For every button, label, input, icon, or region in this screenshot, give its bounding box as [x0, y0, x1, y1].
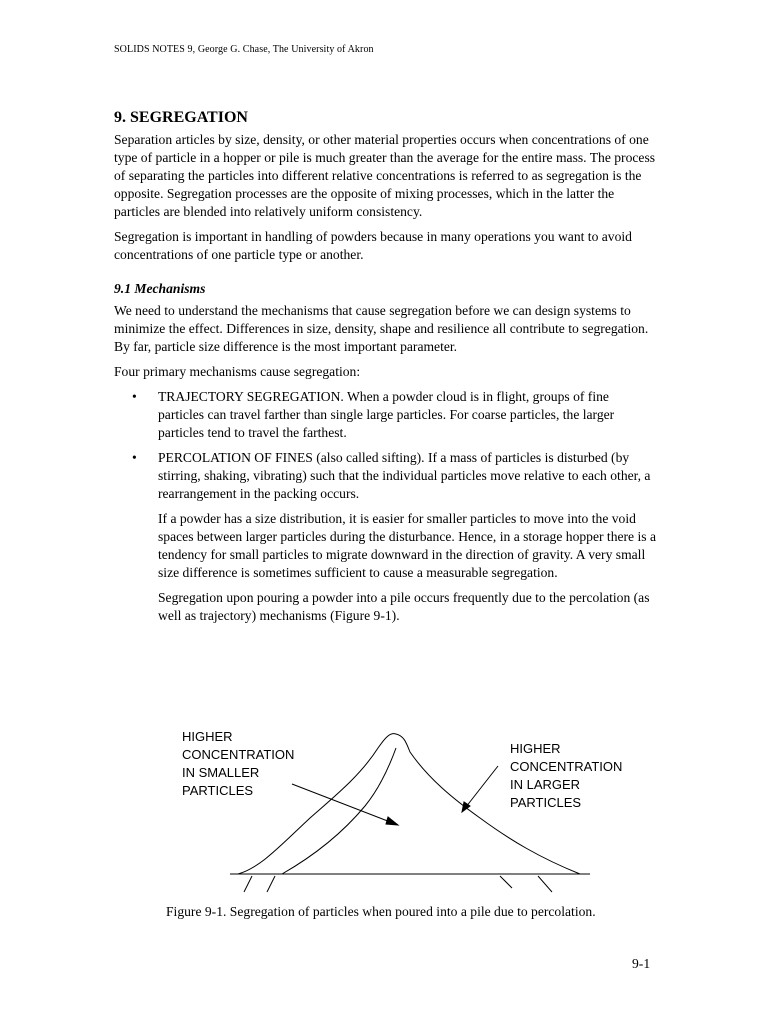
- page-number: 9-1: [632, 956, 651, 971]
- mechanism-list: [114, 388, 658, 503]
- figure-caption: Figure 9-1. Segregation of particles when poured into a pile due to percolation.: [166, 904, 596, 919]
- bullet-icon: •: [132, 389, 137, 404]
- list-item: [114, 449, 658, 503]
- indented-paragraph: Segregation upon pouring a powder into a pile occurs frequently due to the percolation (as well as trajectory) mechanisms (Figure 9-1).: [158, 590, 650, 623]
- list-item-text: TRAJECTORY SEGREGATION. When a powder cloud is in flight, groups of fine particles can travel farther than single large particles. For coarse particles, the larger particles tend to travel the farthest.: [158, 389, 615, 440]
- bullet-icon: •: [132, 450, 137, 465]
- section-paragraph: Segregation is important in handling of powders because in many operations you want to avoid concentrations of one particle type or another.: [114, 229, 632, 262]
- main-content: [114, 108, 658, 632]
- segregation-boundary: [282, 748, 396, 874]
- section-paragraph: Separation articles by size, density, or other material properties occurs when concentrations of one type of particle in a hopper or pile is much greater than the average for the entire mass. The process of separating the particles into different relative concentrations is referred to as segregation is the opposite. Segregation processes are the opposite of mixing processes, which in the latter the particles are blended into relatively uniform consistency.: [114, 132, 656, 219]
- leader-arrows: [292, 766, 498, 825]
- subsection-title: 9.1 Mechanisms: [114, 281, 206, 296]
- ground-hatch: [244, 876, 552, 892]
- list-item-text: PERCOLATION OF FINES (also called sifting). If a mass of particles is disturbed (by stirring, shaking, vibrating) such that the individual particles move relative to each other, a rearrangement in the packing occurs.: [158, 450, 651, 501]
- indented-paragraph: If a powder has a size distribution, it is easier for smaller particles to move into the void spaces between larger particles during the disturbance. Hence, in a storage hopper there is a tendency for small particles to migrate downward in the direction of gravity. A very small size difference is sometimes sufficient to cause a measurable segregation.: [158, 511, 656, 580]
- list-intro: Four primary mechanisms cause segregation:: [114, 364, 361, 379]
- running-header: SOLIDS NOTES 9, George G. Chase, The University of Akron: [114, 44, 374, 55]
- subsection-intro: We need to understand the mechanisms that cause segregation before we can design systems to minimize the effect. Differences in size, density, shape and resilience all contribute to segregation. By far, particle size difference is the most important parameter.: [114, 303, 649, 354]
- figure-label-larger-particles: HIGHER CONCENTRATION IN LARGER PARTICLES: [510, 741, 623, 810]
- list-item: [114, 388, 658, 442]
- pile-figure: [160, 718, 660, 918]
- section-title: 9. SEGREGATION: [114, 109, 248, 126]
- figure-label-smaller-particles: HIGHER CONCENTRATION IN SMALLER PARTICLES: [182, 729, 295, 798]
